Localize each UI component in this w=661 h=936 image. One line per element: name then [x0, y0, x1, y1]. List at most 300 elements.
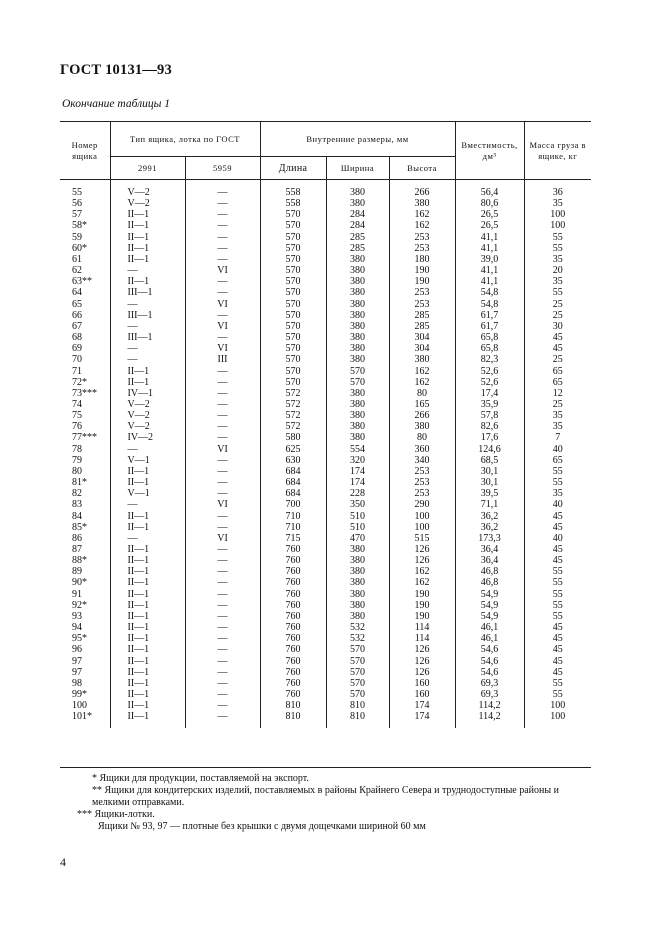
cell-t5959: VI [185, 533, 260, 544]
col-header-mass: Масса груза в ящике, кг [524, 122, 591, 180]
cell-t2991: II—1 [110, 544, 185, 555]
cell-width: 570 [326, 689, 389, 700]
cell-length: 580 [260, 432, 326, 443]
cell-capacity: 41,1 [455, 276, 524, 287]
cell-height: 162 [389, 577, 455, 588]
cell-num: 81* [60, 477, 110, 488]
table-row [60, 276, 591, 287]
table-row [60, 455, 591, 466]
note-93-97: Ящики № 93, 97 — плотные без крышки с двумя дощечками шириной 60 мм [98, 821, 426, 832]
cell-num: 70 [60, 354, 110, 365]
cell-t5959: VI [185, 444, 260, 455]
col-header-dims-group: Внутренние размеры, мм [260, 122, 455, 157]
cell-width: 510 [326, 522, 389, 533]
cell-width: 532 [326, 633, 389, 644]
cell-width: 285 [326, 232, 389, 243]
cell-length: 760 [260, 689, 326, 700]
cell-t2991: II—1 [110, 511, 185, 522]
table-row [60, 209, 591, 220]
cell-width: 570 [326, 678, 389, 689]
cell-length: 570 [260, 332, 326, 343]
cell-t2991: — [110, 265, 185, 276]
cell-mass: 36 [524, 187, 591, 198]
cell-t2991: II—1 [110, 711, 185, 722]
cell-t5959: — [185, 711, 260, 722]
table-row [60, 611, 591, 622]
cell-length: 570 [260, 377, 326, 388]
cell-height: 114 [389, 633, 455, 644]
cell-t5959: — [185, 198, 260, 209]
col-header-length: Длина [260, 157, 326, 180]
cell-num: 101* [60, 711, 110, 722]
cell-mass: 40 [524, 499, 591, 510]
cell-width: 284 [326, 220, 389, 231]
cell-num: 63** [60, 276, 110, 287]
cell-width: 350 [326, 499, 389, 510]
cell-width: 380 [326, 399, 389, 410]
cell-width: 380 [326, 577, 389, 588]
cell-length: 715 [260, 533, 326, 544]
cell-t5959: — [185, 254, 260, 265]
cell-height: 380 [389, 421, 455, 432]
cell-num: 91 [60, 589, 110, 600]
cell-width: 380 [326, 310, 389, 321]
cell-t5959: — [185, 410, 260, 421]
table-body [60, 180, 591, 728]
cell-t2991: II—1 [110, 522, 185, 533]
cell-num: 92* [60, 600, 110, 611]
boxes-table [60, 121, 591, 728]
cell-width: 380 [326, 566, 389, 577]
cell-mass: 100 [524, 209, 591, 220]
cell-height: 285 [389, 310, 455, 321]
cell-num: 69 [60, 343, 110, 354]
cell-length: 684 [260, 466, 326, 477]
cell-t5959: — [185, 566, 260, 577]
cell-capacity: 56,4 [455, 187, 524, 198]
cell-mass: 25 [524, 399, 591, 410]
cell-t5959: — [185, 678, 260, 689]
cell-width: 380 [326, 421, 389, 432]
table-row [60, 343, 591, 354]
cell-t5959: VI [185, 343, 260, 354]
cell-height: 380 [389, 198, 455, 209]
cell-mass: 55 [524, 689, 591, 700]
cell-width: 380 [326, 276, 389, 287]
cell-mass: 55 [524, 232, 591, 243]
table-row [60, 633, 591, 644]
cell-t5959: — [185, 544, 260, 555]
table-row [60, 499, 591, 510]
cell-height: 266 [389, 410, 455, 421]
cell-capacity: 36,4 [455, 555, 524, 566]
cell-mass: 55 [524, 678, 591, 689]
cell-num: 59 [60, 232, 110, 243]
note-export: * Ящики для продукции, поставляемой на экспорт. [92, 773, 309, 784]
cell-num: 60* [60, 243, 110, 254]
cell-width: 810 [326, 711, 389, 722]
cell-capacity: 82,6 [455, 421, 524, 432]
note-trays: *** Ящики-лотки. [77, 809, 155, 820]
cell-mass: 45 [524, 544, 591, 555]
cell-t5959: — [185, 310, 260, 321]
table-row [60, 388, 591, 399]
cell-num: 98 [60, 678, 110, 689]
cell-t5959: — [185, 287, 260, 298]
cell-capacity: 36,2 [455, 511, 524, 522]
cell-t5959: — [185, 399, 260, 410]
cell-t5959: — [185, 633, 260, 644]
cell-num: 57 [60, 209, 110, 220]
cell-num: 95* [60, 633, 110, 644]
document-title: ГОСТ 10131—93 [60, 62, 172, 78]
table-row [60, 577, 591, 588]
cell-height: 290 [389, 499, 455, 510]
cell-length: 570 [260, 276, 326, 287]
col-header-capacity: Вместимость, дм³ [455, 122, 524, 180]
cell-t2991: V—1 [110, 455, 185, 466]
cell-width: 380 [326, 287, 389, 298]
cell-height: 253 [389, 488, 455, 499]
cell-capacity: 41,1 [455, 243, 524, 254]
cell-mass: 45 [524, 332, 591, 343]
table-row [60, 644, 591, 655]
table-row [60, 511, 591, 522]
cell-mass: 100 [524, 700, 591, 711]
cell-t2991: II—1 [110, 589, 185, 600]
cell-num: 72* [60, 377, 110, 388]
cell-capacity: 68,5 [455, 455, 524, 466]
cell-height: 160 [389, 678, 455, 689]
cell-t2991: II—1 [110, 656, 185, 667]
table-row [60, 700, 591, 711]
cell-t5959: — [185, 332, 260, 343]
cell-height: 80 [389, 388, 455, 399]
cell-num: 78 [60, 444, 110, 455]
cell-t2991: II—1 [110, 232, 185, 243]
cell-t2991: II—1 [110, 622, 185, 633]
cell-mass: 55 [524, 600, 591, 611]
cell-t2991: II—1 [110, 678, 185, 689]
cell-width: 554 [326, 444, 389, 455]
cell-t5959: — [185, 555, 260, 566]
cell-width: 380 [326, 254, 389, 265]
cell-mass: 30 [524, 321, 591, 332]
cell-capacity: 41,1 [455, 232, 524, 243]
cell-length: 760 [260, 667, 326, 678]
cell-length: 570 [260, 299, 326, 310]
cell-width: 570 [326, 667, 389, 678]
cell-num: 97 [60, 667, 110, 678]
cell-length: 684 [260, 477, 326, 488]
cell-length: 625 [260, 444, 326, 455]
table-row [60, 656, 591, 667]
cell-length: 760 [260, 555, 326, 566]
table-row [60, 432, 591, 443]
cell-height: 80 [389, 432, 455, 443]
cell-t2991: III—1 [110, 332, 185, 343]
table-row [60, 310, 591, 321]
cell-mass: 55 [524, 577, 591, 588]
cell-width: 380 [326, 343, 389, 354]
cell-height: 162 [389, 377, 455, 388]
cell-t2991: II—1 [110, 243, 185, 254]
cell-t2991: II—1 [110, 633, 185, 644]
table-row [60, 421, 591, 432]
cell-height: 190 [389, 589, 455, 600]
cell-t5959: — [185, 187, 260, 198]
table-row [60, 667, 591, 678]
cell-num: 94 [60, 622, 110, 633]
cell-height: 360 [389, 444, 455, 455]
col-header-width: Ширина [326, 157, 389, 180]
cell-length: 810 [260, 700, 326, 711]
cell-num: 90* [60, 577, 110, 588]
cell-length: 558 [260, 187, 326, 198]
cell-height: 165 [389, 399, 455, 410]
cell-num: 61 [60, 254, 110, 265]
table-row [60, 466, 591, 477]
cell-length: 570 [260, 343, 326, 354]
cell-t2991: II—1 [110, 220, 185, 231]
cell-capacity: 17,4 [455, 388, 524, 399]
cell-mass: 45 [524, 555, 591, 566]
cell-capacity: 82,3 [455, 354, 524, 365]
cell-length: 760 [260, 656, 326, 667]
cell-width: 380 [326, 332, 389, 343]
cell-length: 760 [260, 611, 326, 622]
cell-width: 380 [326, 187, 389, 198]
cell-num: 67 [60, 321, 110, 332]
table-row [60, 332, 591, 343]
cell-t5959: — [185, 209, 260, 220]
cell-t2991: — [110, 321, 185, 332]
cell-capacity: 39,0 [455, 254, 524, 265]
cell-t5959: — [185, 700, 260, 711]
cell-capacity: 39,5 [455, 488, 524, 499]
table-row [60, 678, 591, 689]
cell-capacity: 69,3 [455, 689, 524, 700]
cell-t2991: II—1 [110, 689, 185, 700]
cell-height: 162 [389, 209, 455, 220]
cell-t2991: II—1 [110, 477, 185, 488]
cell-length: 760 [260, 577, 326, 588]
cell-width: 380 [326, 410, 389, 421]
cell-height: 126 [389, 555, 455, 566]
cell-mass: 65 [524, 377, 591, 388]
cell-height: 253 [389, 299, 455, 310]
cell-mass: 20 [524, 265, 591, 276]
cell-capacity: 54,6 [455, 656, 524, 667]
cell-length: 570 [260, 209, 326, 220]
cell-num: 82 [60, 488, 110, 499]
cell-t2991: V—2 [110, 187, 185, 198]
col-header-num: Номер ящика [60, 122, 110, 180]
cell-mass: 100 [524, 711, 591, 722]
cell-mass: 45 [524, 656, 591, 667]
cell-capacity: 54,8 [455, 287, 524, 298]
cell-num: 77*** [60, 432, 110, 443]
cell-length: 570 [260, 366, 326, 377]
cell-length: 710 [260, 522, 326, 533]
cell-t5959: VI [185, 299, 260, 310]
cell-capacity: 26,5 [455, 209, 524, 220]
cell-num: 58* [60, 220, 110, 231]
cell-width: 810 [326, 700, 389, 711]
cell-capacity: 54,6 [455, 644, 524, 655]
cell-width: 570 [326, 644, 389, 655]
cell-capacity: 114,2 [455, 711, 524, 722]
table-row [60, 198, 591, 209]
cell-t5959: — [185, 622, 260, 633]
col-header-2991: 2991 [110, 157, 185, 180]
table-row [60, 366, 591, 377]
cell-width: 380 [326, 611, 389, 622]
table-row [60, 321, 591, 332]
cell-length: 760 [260, 644, 326, 655]
cell-height: 304 [389, 332, 455, 343]
cell-mass: 45 [524, 667, 591, 678]
cell-t2991: III—1 [110, 310, 185, 321]
cell-num: 97 [60, 656, 110, 667]
cell-capacity: 46,8 [455, 566, 524, 577]
cell-t5959: — [185, 366, 260, 377]
cell-t5959: — [185, 667, 260, 678]
table-row [60, 354, 591, 365]
cell-t2991: II—1 [110, 566, 185, 577]
cell-capacity: 54,9 [455, 600, 524, 611]
cell-height: 380 [389, 354, 455, 365]
cell-capacity: 54,6 [455, 667, 524, 678]
cell-t2991: II—1 [110, 466, 185, 477]
col-header-height: Высота [389, 157, 455, 180]
cell-num: 73*** [60, 388, 110, 399]
cell-t5959: — [185, 600, 260, 611]
cell-t5959: — [185, 276, 260, 287]
cell-num: 65 [60, 299, 110, 310]
cell-width: 380 [326, 555, 389, 566]
cell-mass: 25 [524, 310, 591, 321]
cell-height: 304 [389, 343, 455, 354]
cell-width: 570 [326, 377, 389, 388]
table-row [60, 488, 591, 499]
cell-t5959: VI [185, 321, 260, 332]
cell-width: 570 [326, 656, 389, 667]
cell-width: 380 [326, 299, 389, 310]
cell-capacity: 52,6 [455, 366, 524, 377]
cell-length: 572 [260, 421, 326, 432]
cell-capacity: 65,8 [455, 332, 524, 343]
cell-height: 162 [389, 566, 455, 577]
cell-length: 570 [260, 232, 326, 243]
table-row [60, 410, 591, 421]
cell-t5959: — [185, 689, 260, 700]
cell-mass: 35 [524, 488, 591, 499]
cell-mass: 55 [524, 466, 591, 477]
cell-t5959: — [185, 455, 260, 466]
cell-capacity: 41,1 [455, 265, 524, 276]
col-header-5959: 5959 [185, 157, 260, 180]
cell-t5959: — [185, 511, 260, 522]
cell-t5959: — [185, 421, 260, 432]
table-row [60, 589, 591, 600]
cell-t2991: II—1 [110, 377, 185, 388]
cell-t2991: — [110, 533, 185, 544]
table-row [60, 622, 591, 633]
cell-width: 380 [326, 432, 389, 443]
table-row [60, 555, 591, 566]
cell-width: 532 [326, 622, 389, 633]
cell-length: 760 [260, 678, 326, 689]
cell-t2991: II—1 [110, 667, 185, 678]
table-row [60, 533, 591, 544]
cell-length: 700 [260, 499, 326, 510]
cell-mass: 45 [524, 511, 591, 522]
cell-width: 380 [326, 589, 389, 600]
cell-mass: 12 [524, 388, 591, 399]
table-caption: Окончание таблицы 1 [62, 98, 170, 110]
cell-t5959: — [185, 589, 260, 600]
table-row [60, 711, 591, 722]
cell-num: 88* [60, 555, 110, 566]
cell-num: 80 [60, 466, 110, 477]
cell-t5959: VI [185, 265, 260, 276]
cell-mass: 35 [524, 254, 591, 265]
cell-capacity: 46,8 [455, 577, 524, 588]
cell-t2991: V—2 [110, 399, 185, 410]
cell-num: 75 [60, 410, 110, 421]
cell-width: 510 [326, 511, 389, 522]
cell-width: 284 [326, 209, 389, 220]
cell-width: 174 [326, 466, 389, 477]
cell-length: 570 [260, 310, 326, 321]
cell-mass: 35 [524, 198, 591, 209]
page-number: 4 [60, 855, 66, 869]
cell-t5959: — [185, 488, 260, 499]
cell-mass: 35 [524, 276, 591, 287]
cell-height: 253 [389, 232, 455, 243]
cell-mass: 45 [524, 644, 591, 655]
cell-width: 380 [326, 354, 389, 365]
cell-t2991: II—1 [110, 276, 185, 287]
cell-mass: 100 [524, 220, 591, 231]
cell-t5959: — [185, 377, 260, 388]
table-row [60, 265, 591, 276]
cell-t2991: II—1 [110, 611, 185, 622]
cell-width: 228 [326, 488, 389, 499]
cell-mass: 40 [524, 444, 591, 455]
table-notes [60, 767, 591, 833]
cell-t5959: VI [185, 499, 260, 510]
cell-height: 180 [389, 254, 455, 265]
cell-t2991: II—1 [110, 577, 185, 588]
cell-capacity: 30,1 [455, 466, 524, 477]
cell-height: 190 [389, 276, 455, 287]
cell-mass: 25 [524, 354, 591, 365]
cell-height: 340 [389, 455, 455, 466]
cell-length: 760 [260, 544, 326, 555]
cell-capacity: 71,1 [455, 499, 524, 510]
cell-mass: 55 [524, 243, 591, 254]
cell-height: 174 [389, 711, 455, 722]
cell-height: 253 [389, 466, 455, 477]
cell-t2991: V—2 [110, 410, 185, 421]
cell-height: 126 [389, 544, 455, 555]
cell-t5959: — [185, 656, 260, 667]
cell-mass: 40 [524, 533, 591, 544]
cell-height: 266 [389, 187, 455, 198]
cell-mass: 35 [524, 421, 591, 432]
